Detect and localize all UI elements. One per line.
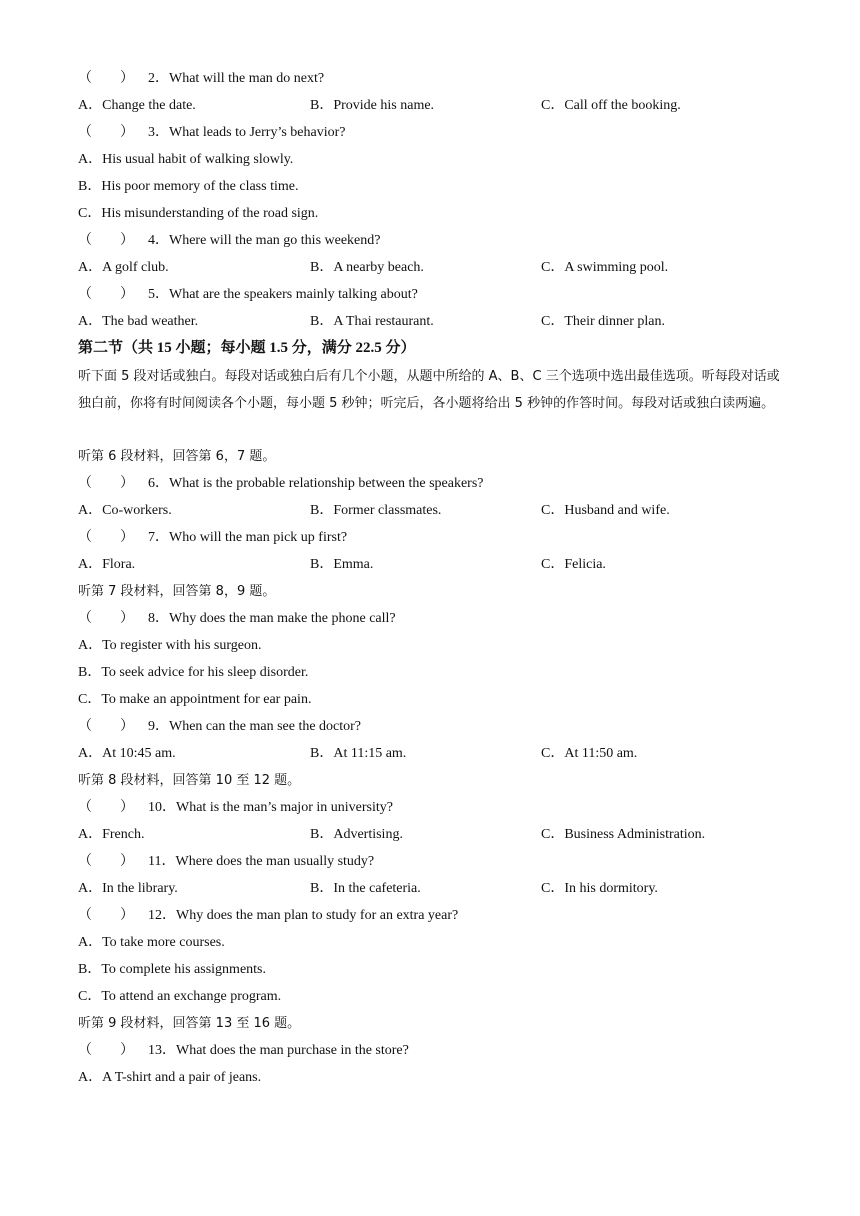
option-line: A．To take more courses. bbox=[78, 935, 225, 950]
option-b: B．A Thai restaurant. bbox=[310, 314, 434, 329]
option-c: C．Felicia. bbox=[541, 557, 606, 572]
question-text: What leads to Jerry’s behavior? bbox=[169, 125, 346, 140]
question-number: 7 bbox=[148, 530, 155, 545]
options-row bbox=[78, 502, 790, 520]
answer-blank: （ ） bbox=[78, 125, 134, 140]
options-row bbox=[78, 826, 790, 844]
question-line bbox=[78, 799, 393, 817]
answer-blank: （ ） bbox=[78, 233, 134, 248]
answer-blank: （ ） bbox=[78, 71, 134, 86]
question-text: What are the speakers mainly talking about? bbox=[169, 287, 418, 302]
question-number: 4 bbox=[148, 233, 155, 248]
question-number-sep: ． bbox=[155, 233, 169, 248]
question-text: What is the probable relationship between the speakers? bbox=[169, 476, 484, 491]
question-text: Why does the man plan to study for an extra year? bbox=[176, 908, 459, 923]
question-number: 10 bbox=[148, 800, 162, 815]
option-line: A．His usual habit of walking slowly. bbox=[78, 152, 294, 167]
option-b: B．Advertising. bbox=[310, 827, 403, 842]
answer-blank: （ ） bbox=[78, 854, 134, 869]
material-note: 听第 7 段材料，回答第 8，9 题。 bbox=[78, 584, 276, 599]
option-line: B．To complete his assignments. bbox=[78, 962, 267, 977]
question-text: Where does the man usually study? bbox=[175, 854, 375, 869]
question-number-sep: ． bbox=[155, 71, 169, 86]
question-text: What does the man purchase in the store? bbox=[176, 1043, 409, 1058]
option-line: A．To register with his surgeon. bbox=[78, 638, 262, 653]
question-number-sep: ． bbox=[155, 476, 169, 491]
question-number-sep: ． bbox=[162, 1043, 176, 1058]
question-number-sep: ． bbox=[161, 854, 176, 869]
question-number: 11 bbox=[148, 854, 162, 869]
question-number: 12 bbox=[148, 908, 162, 923]
question-line bbox=[78, 475, 484, 493]
question-number-sep: ． bbox=[155, 530, 169, 545]
question-line bbox=[78, 124, 346, 142]
option-c: C．Their dinner plan. bbox=[541, 314, 666, 329]
options-row bbox=[78, 880, 790, 898]
question-number-sep: ． bbox=[162, 800, 176, 815]
answer-blank: （ ） bbox=[78, 719, 134, 734]
question-line bbox=[78, 853, 374, 871]
question-number: 6 bbox=[148, 476, 155, 491]
option-line: C．To make an appointment for ear pain. bbox=[78, 692, 312, 707]
question-number-sep: ． bbox=[162, 908, 176, 923]
option-line: B．To seek advice for his sleep disorder. bbox=[78, 665, 309, 680]
question-number: 5 bbox=[148, 287, 155, 302]
question-line bbox=[78, 529, 347, 547]
option-a: A．Change the date. bbox=[78, 98, 196, 113]
option-line: C．His misunderstanding of the road sign. bbox=[78, 206, 319, 221]
question-number: 8 bbox=[148, 611, 155, 626]
options-row bbox=[78, 313, 790, 331]
option-c: C．A swimming pool. bbox=[541, 260, 669, 275]
answer-blank: （ ） bbox=[78, 800, 134, 815]
option-b: B．At 11:15 am. bbox=[310, 746, 407, 761]
option-line: C．To attend an exchange program. bbox=[78, 989, 282, 1004]
option-c: C．Business Administration. bbox=[541, 827, 706, 842]
option-a: A．At 10:45 am. bbox=[78, 746, 176, 761]
option-a: A．Flora. bbox=[78, 557, 136, 572]
question-number-sep: ． bbox=[155, 125, 169, 140]
options-row bbox=[78, 97, 790, 115]
question-number-sep: ． bbox=[155, 611, 169, 626]
option-c: C．At 11:50 am. bbox=[541, 746, 638, 761]
question-number: 9 bbox=[148, 719, 155, 734]
option-a: A．French. bbox=[78, 827, 145, 842]
material-note: 听第 9 段材料，回答第 13 至 16 题。 bbox=[78, 1016, 301, 1031]
option-a: A．The bad weather. bbox=[78, 314, 199, 329]
question-line bbox=[78, 907, 458, 925]
question-text: What is the man’s major in university? bbox=[176, 800, 393, 815]
option-c: C．Husband and wife. bbox=[541, 503, 670, 518]
option-b: B．Emma. bbox=[310, 557, 374, 572]
option-line: B．His poor memory of the class time. bbox=[78, 179, 299, 194]
options-row bbox=[78, 745, 790, 763]
option-b: B．Provide his name. bbox=[310, 98, 435, 113]
options-row bbox=[78, 556, 790, 574]
answer-blank: （ ） bbox=[78, 530, 134, 545]
material-note: 听第 8 段材料，回答第 10 至 12 题。 bbox=[78, 773, 301, 788]
question-line bbox=[78, 232, 380, 250]
question-text: Who will the man pick up first? bbox=[169, 530, 348, 545]
question-line bbox=[78, 718, 361, 736]
question-text: Why does the man make the phone call? bbox=[169, 611, 396, 626]
answer-blank: （ ） bbox=[78, 908, 134, 923]
section-heading: 第二节（共 15 小题；每小题 1.5 分，满分 22.5 分） bbox=[78, 340, 416, 356]
option-c: C．In his dormitory. bbox=[541, 881, 658, 896]
options-row bbox=[78, 259, 790, 277]
answer-blank: （ ） bbox=[78, 611, 134, 626]
option-line: A．A T-shirt and a pair of jeans. bbox=[78, 1070, 262, 1085]
material-note: 听第 6 段材料，回答第 6，7 题。 bbox=[78, 449, 276, 464]
section-instructions: 听下面 5 段对话或独白。每段对话或独白后有几个小题，从题中所给的 A、B、C 三个选项中选出最佳选项。听每段对话或独白前，你将有时间阅读各个小题，每小题 5 秒钟；听完后，各小题将给出 5 秒钟的作答时间。每段对话或独白读两遍。 bbox=[78, 369, 780, 411]
option-b: B．Former classmates. bbox=[310, 503, 442, 518]
question-number: 2 bbox=[148, 71, 155, 86]
question-number-sep: ． bbox=[155, 719, 169, 734]
question-line bbox=[78, 610, 396, 628]
option-a: A．A golf club. bbox=[78, 260, 169, 275]
answer-blank: （ ） bbox=[78, 1043, 134, 1058]
question-number-sep: ． bbox=[155, 287, 169, 302]
question-line bbox=[78, 70, 324, 88]
option-b: B．In the cafeteria. bbox=[310, 881, 421, 896]
answer-blank: （ ） bbox=[78, 476, 134, 491]
answer-blank: （ ） bbox=[78, 287, 134, 302]
question-number: 3 bbox=[148, 125, 155, 140]
option-c: C．Call off the booking. bbox=[541, 98, 681, 113]
question-text: When can the man see the doctor? bbox=[169, 719, 362, 734]
question-number: 13 bbox=[148, 1043, 162, 1058]
option-b: B．A nearby beach. bbox=[310, 260, 424, 275]
question-text: What will the man do next? bbox=[169, 71, 325, 86]
option-a: A．In the library. bbox=[78, 881, 178, 896]
option-a: A．Co-workers. bbox=[78, 503, 172, 518]
question-text: Where will the man go this weekend? bbox=[169, 233, 381, 248]
question-line bbox=[78, 1042, 409, 1060]
question-line bbox=[78, 286, 418, 304]
